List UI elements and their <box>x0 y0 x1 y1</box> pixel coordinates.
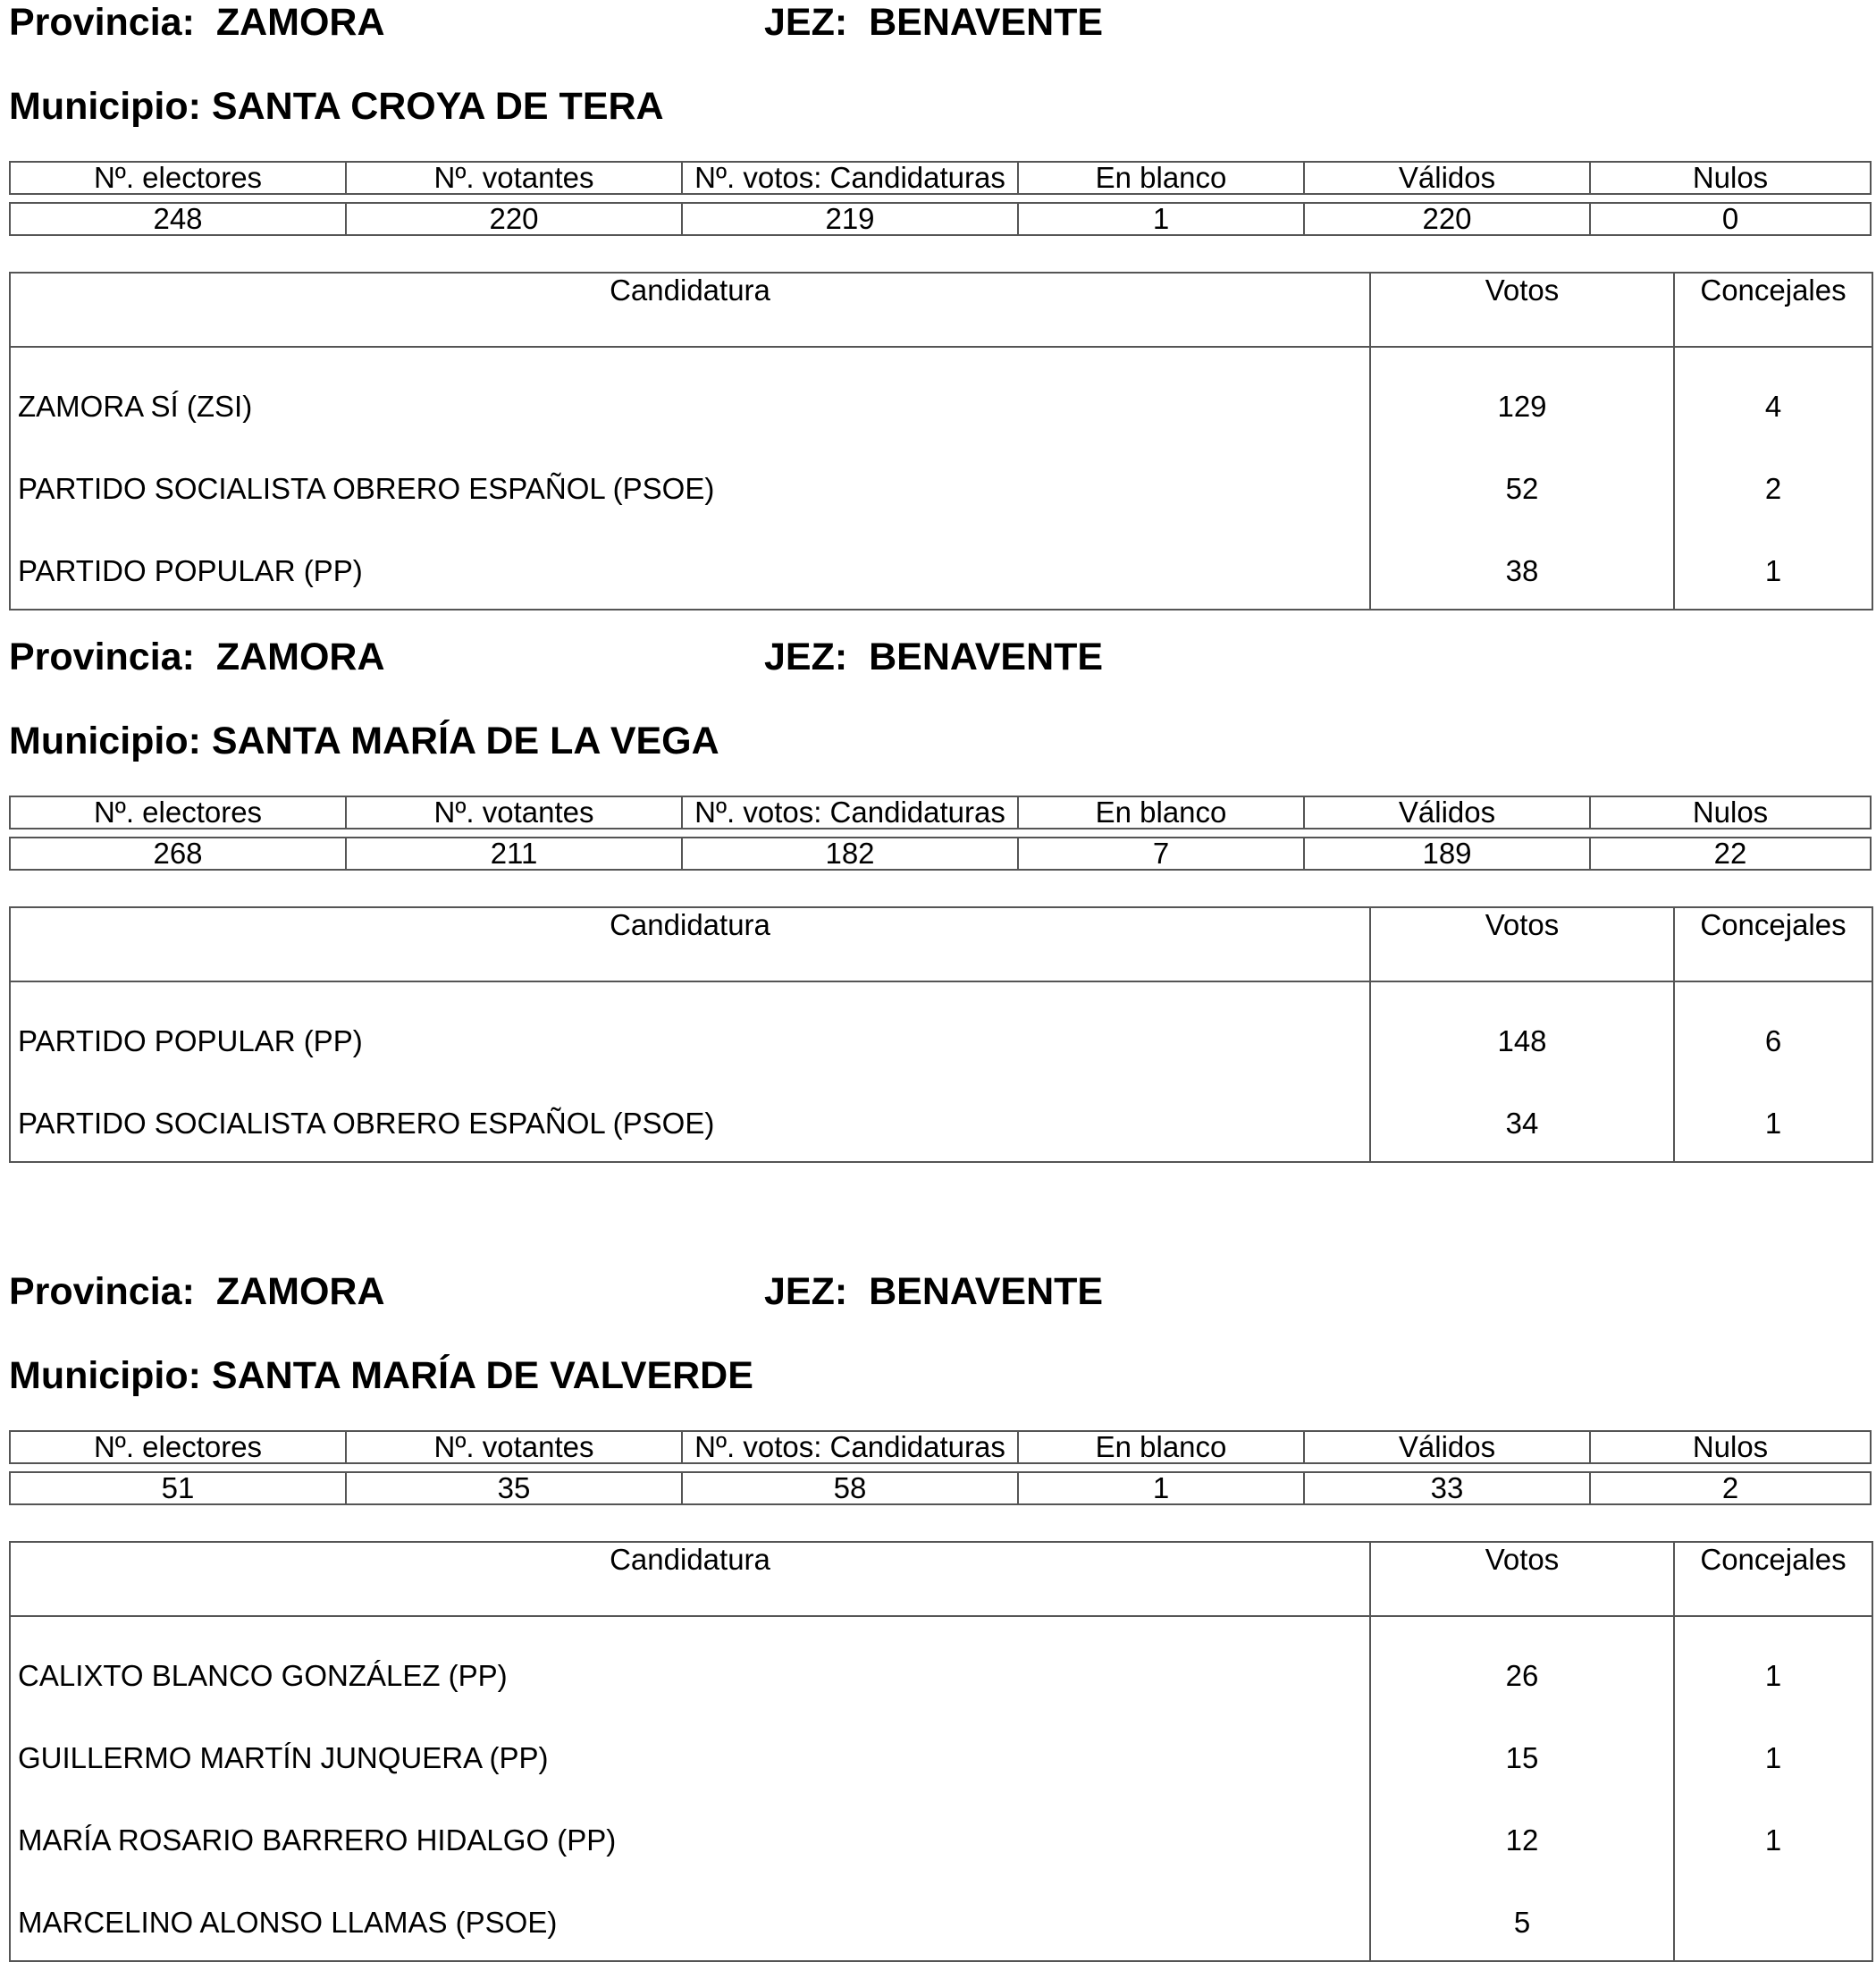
summary-header-cell: Nº. votos: Candidaturas <box>681 161 1017 195</box>
candidaturas-header-cell: Votos <box>1370 907 1674 981</box>
jez-label: JEZ: <box>764 1 848 44</box>
summary-header-row <box>9 161 1872 195</box>
summary-header-cell: Válidos <box>1303 161 1589 195</box>
summary-value-cell: 51 <box>9 1471 345 1505</box>
candidaturas-header-cell: Candidatura <box>10 1542 1370 1616</box>
summary-value-cell: 58 <box>681 1471 1017 1505</box>
candidaturas-header-row <box>10 1542 1872 1616</box>
summary-header-cell: Nº. votantes <box>345 1430 681 1464</box>
municipio-value: SANTA MARÍA DE VALVERDE <box>211 1354 753 1397</box>
summary-value-cell: 2 <box>1589 1471 1872 1505</box>
candidatura-name: GUILLERMO MARTÍN JUNQUERA (PP) <box>18 1741 549 1774</box>
summary-header-cell: En blanco <box>1017 796 1303 829</box>
candidatura-name: ZAMORA SÍ (ZSI) <box>18 390 253 423</box>
summary-value-cell: 268 <box>9 837 345 871</box>
summary-header-cell: Nº. electores <box>9 796 345 829</box>
summary-header-row <box>9 796 1872 829</box>
provincia-heading <box>9 635 385 679</box>
candidatura-name: MARÍA ROSARIO BARRERO HIDALGO (PP) <box>18 1823 617 1857</box>
table-row <box>10 526 1872 610</box>
table-row <box>10 347 1872 444</box>
summary-header-cell: Nº. votos: Candidaturas <box>681 1430 1017 1464</box>
summary-values-row <box>9 837 1872 871</box>
votos-value: 52 <box>1370 444 1674 526</box>
candidaturas-header-cell: Concejales <box>1674 907 1872 981</box>
concejales-value: 1 <box>1674 1796 1872 1878</box>
provincia-label: Provincia: <box>9 1270 195 1313</box>
jez-label: JEZ: <box>764 636 848 678</box>
summary-table <box>9 1423 1872 1512</box>
candidaturas-header-row <box>10 273 1872 347</box>
summary-values-row <box>9 202 1872 236</box>
votos-value: 38 <box>1370 526 1674 610</box>
jez-value: BENAVENTE <box>869 636 1104 678</box>
votos-value: 26 <box>1370 1616 1674 1714</box>
summary-value-cell: 1 <box>1017 202 1303 236</box>
municipio-value: SANTA MARÍA DE LA VEGA <box>211 720 719 762</box>
votos-value: 15 <box>1370 1714 1674 1796</box>
summary-header-cell: Nulos <box>1589 796 1872 829</box>
summary-value-cell: 220 <box>1303 202 1589 236</box>
summary-header-cell: Nº. electores <box>9 161 345 195</box>
summary-header-cell: Nº. votos: Candidaturas <box>681 796 1017 829</box>
municipio-label: Municipio: <box>9 1354 201 1397</box>
jez-label: JEZ: <box>764 1270 848 1313</box>
municipio-value: SANTA CROYA DE TERA <box>211 85 664 128</box>
summary-header-cell: Nulos <box>1589 161 1872 195</box>
summary-value-cell: 182 <box>681 837 1017 871</box>
summary-value-cell: 211 <box>345 837 681 871</box>
concejales-value: 2 <box>1674 444 1872 526</box>
table-row <box>10 981 1872 1079</box>
summary-header-cell: Nulos <box>1589 1430 1872 1464</box>
municipio-heading <box>9 1353 753 1398</box>
summary-value-cell: 22 <box>1589 837 1872 871</box>
summary-table <box>9 154 1872 243</box>
table-row <box>10 1714 1872 1796</box>
municipio-heading <box>9 719 719 763</box>
municipio-heading <box>9 84 664 129</box>
candidatura-name: MARCELINO ALONSO LLAMAS (PSOE) <box>18 1906 558 1939</box>
jez-value: BENAVENTE <box>869 1 1104 44</box>
summary-header-cell: En blanco <box>1017 161 1303 195</box>
jez-value: BENAVENTE <box>869 1270 1104 1313</box>
candidatura-name: PARTIDO POPULAR (PP) <box>18 1024 363 1057</box>
concejales-value <box>1674 1878 1872 1961</box>
table-row <box>10 1079 1872 1162</box>
summary-value-cell: 35 <box>345 1471 681 1505</box>
provincia-value: ZAMORA <box>215 1270 385 1313</box>
candidaturas-header-cell: Votos <box>1370 273 1674 347</box>
summary-header-cell: Nº. votantes <box>345 161 681 195</box>
concejales-value: 1 <box>1674 1079 1872 1162</box>
votos-value: 129 <box>1370 347 1674 444</box>
candidaturas-header-cell: Votos <box>1370 1542 1674 1616</box>
summary-header-cell: En blanco <box>1017 1430 1303 1464</box>
summary-table <box>9 788 1872 878</box>
concejales-value: 1 <box>1674 1616 1872 1714</box>
provincia-heading <box>9 1269 385 1314</box>
table-row <box>10 1616 1872 1714</box>
summary-value-cell: 220 <box>345 202 681 236</box>
candidaturas-table <box>9 1541 1873 1962</box>
table-row <box>10 1796 1872 1878</box>
candidaturas-header-cell: Candidatura <box>10 273 1370 347</box>
summary-values-row <box>9 1471 1872 1505</box>
summary-value-cell: 0 <box>1589 202 1872 236</box>
provincia-label: Provincia: <box>9 1 195 44</box>
municipio-label: Municipio: <box>9 720 201 762</box>
jez-heading <box>764 635 1103 679</box>
provincia-value: ZAMORA <box>215 636 385 678</box>
concejales-value: 1 <box>1674 526 1872 610</box>
votos-value: 148 <box>1370 981 1674 1079</box>
candidatura-name: PARTIDO POPULAR (PP) <box>18 554 363 587</box>
summary-value-cell: 33 <box>1303 1471 1589 1505</box>
summary-value-cell: 248 <box>9 202 345 236</box>
provincia-label: Provincia: <box>9 636 195 678</box>
provincia-heading <box>9 0 385 45</box>
summary-header-cell: Nº. electores <box>9 1430 345 1464</box>
concejales-value: 6 <box>1674 981 1872 1079</box>
summary-header-cell: Válidos <box>1303 1430 1589 1464</box>
summary-value-cell: 1 <box>1017 1471 1303 1505</box>
candidaturas-table <box>9 272 1873 610</box>
summary-header-cell: Válidos <box>1303 796 1589 829</box>
candidaturas-header-cell: Candidatura <box>10 907 1370 981</box>
summary-value-cell: 219 <box>681 202 1017 236</box>
summary-value-cell: 7 <box>1017 837 1303 871</box>
jez-heading <box>764 1269 1103 1314</box>
candidatura-name: PARTIDO SOCIALISTA OBRERO ESPAÑOL (PSOE) <box>18 472 715 505</box>
jez-heading <box>764 0 1103 45</box>
table-row <box>10 444 1872 526</box>
table-row <box>10 1878 1872 1961</box>
votos-value: 5 <box>1370 1878 1674 1961</box>
provincia-value: ZAMORA <box>215 1 385 44</box>
summary-value-cell: 189 <box>1303 837 1589 871</box>
concejales-value: 1 <box>1674 1714 1872 1796</box>
concejales-value: 4 <box>1674 347 1872 444</box>
candidatura-name: PARTIDO SOCIALISTA OBRERO ESPAÑOL (PSOE) <box>18 1107 715 1140</box>
summary-header-cell: Nº. votantes <box>345 796 681 829</box>
candidaturas-header-row <box>10 907 1872 981</box>
candidaturas-header-cell: Concejales <box>1674 1542 1872 1616</box>
candidaturas-table <box>9 906 1873 1163</box>
municipio-label: Municipio: <box>9 85 201 128</box>
candidatura-name: CALIXTO BLANCO GONZÁLEZ (PP) <box>18 1659 508 1692</box>
votos-value: 34 <box>1370 1079 1674 1162</box>
summary-header-row <box>9 1430 1872 1464</box>
votos-value: 12 <box>1370 1796 1674 1878</box>
candidaturas-header-cell: Concejales <box>1674 273 1872 347</box>
